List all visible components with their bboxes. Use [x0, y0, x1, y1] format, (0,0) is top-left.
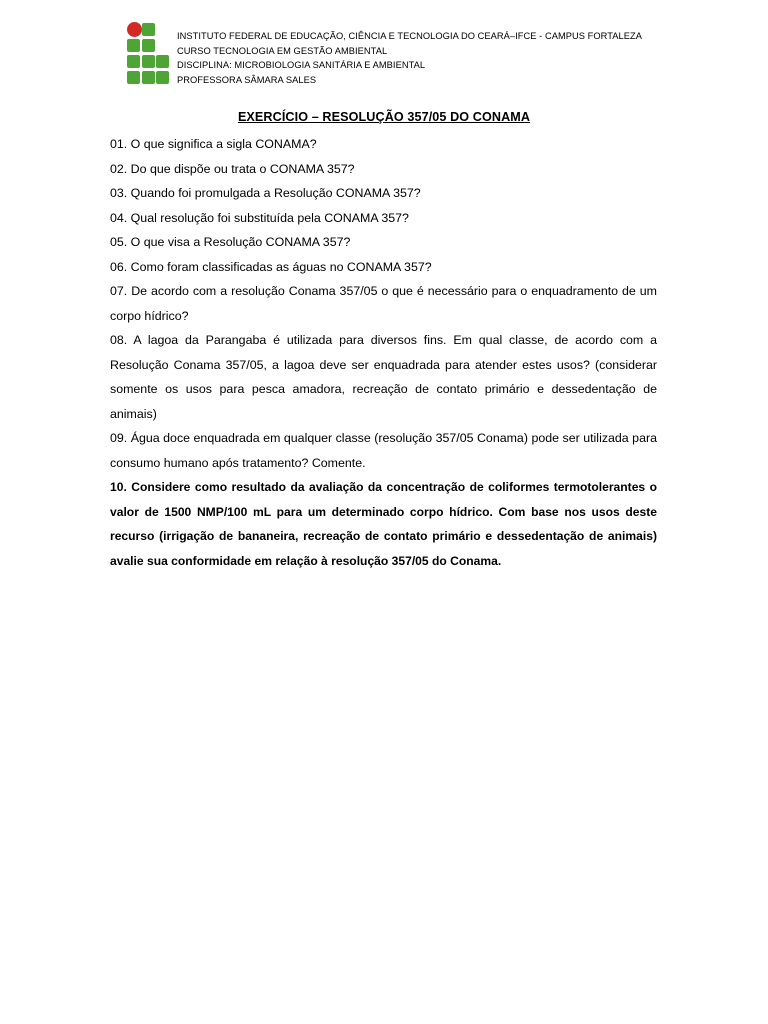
logo-square [142, 71, 155, 84]
document-header [127, 21, 642, 87]
question-09: 09. Água doce enquadrada em qualquer classe (resolução 357/05 Conama) pode ser utilizada para consumo humano após tratamento? Comente. [110, 431, 657, 470]
logo-square [156, 71, 169, 84]
logo-square [142, 55, 155, 68]
institution-info [177, 21, 642, 87]
question-10: 10. Considere como resultado da avaliação da concentração de coliformes termotolerantes o valor de 1500 NMP/100 mL para um determinado corpo hídrico. Com base nos usos deste recurso (irrigação de bananeira, recreação de contato primário e dessedentação de animais) avalie sua conformidade em relação à resolução 357/05 do Conama. [110, 480, 657, 568]
question-02: 02. Do que dispõe ou trata o CONAMA 357? [110, 161, 355, 176]
logo-square [127, 71, 140, 84]
professor-name: PROFESSORA SÂMARA SALES [177, 74, 317, 85]
question-08: 08. A lagoa da Parangaba é utilizada para diversos fins. Em qual classe, de acordo com a Resolução Conama 357/05, a lagoa deve ser enquadrada para atender estes usos? (considerar somente os usos para pesca amadora, recreação de contato primário e dessedentação de animais) [110, 333, 657, 421]
question-list [110, 132, 657, 573]
ifce-logo-icon [127, 21, 169, 85]
discipline-name: DISCIPLINA: MICROBIOLOGIA SANITÁRIA E AMBIENTAL [177, 60, 426, 70]
question-04: 04. Qual resolução foi substituída pela CONAMA 357? [110, 210, 409, 225]
institution-name: INSTITUTO FEDERAL DE EDUCAÇÃO, CIÊNCIA E TECNOLOGIA DO CEARÁ–IFCE - CAMPUS FORTALEZA [177, 31, 642, 41]
course-name: CURSO TECNOLOGIA EM GESTÃO AMBIENTAL [177, 45, 388, 56]
logo-square [156, 55, 169, 68]
question-01: 01. O que significa a sigla CONAMA? [110, 137, 317, 151]
question-03: 03. Quando foi promulgada a Resolução CONAMA 357? [110, 186, 421, 200]
logo-red-circle [127, 22, 142, 37]
logo-square [127, 55, 140, 68]
logo-square [142, 23, 155, 36]
logo-square [142, 39, 155, 52]
question-05: 05. O que visa a Resolução CONAMA 357? [110, 235, 351, 249]
logo-square [127, 39, 140, 52]
question-07: 07. De acordo com a resolução Conama 357/05 o que é necessário para o enquadramento de um corpo hídrico? [110, 284, 657, 323]
exercise-title: EXERCÍCIO – RESOLUÇÃO 357/05 DO CONAMA [237, 110, 531, 124]
question-06: 06. Como foram classificadas as águas no CONAMA 357? [110, 259, 432, 274]
